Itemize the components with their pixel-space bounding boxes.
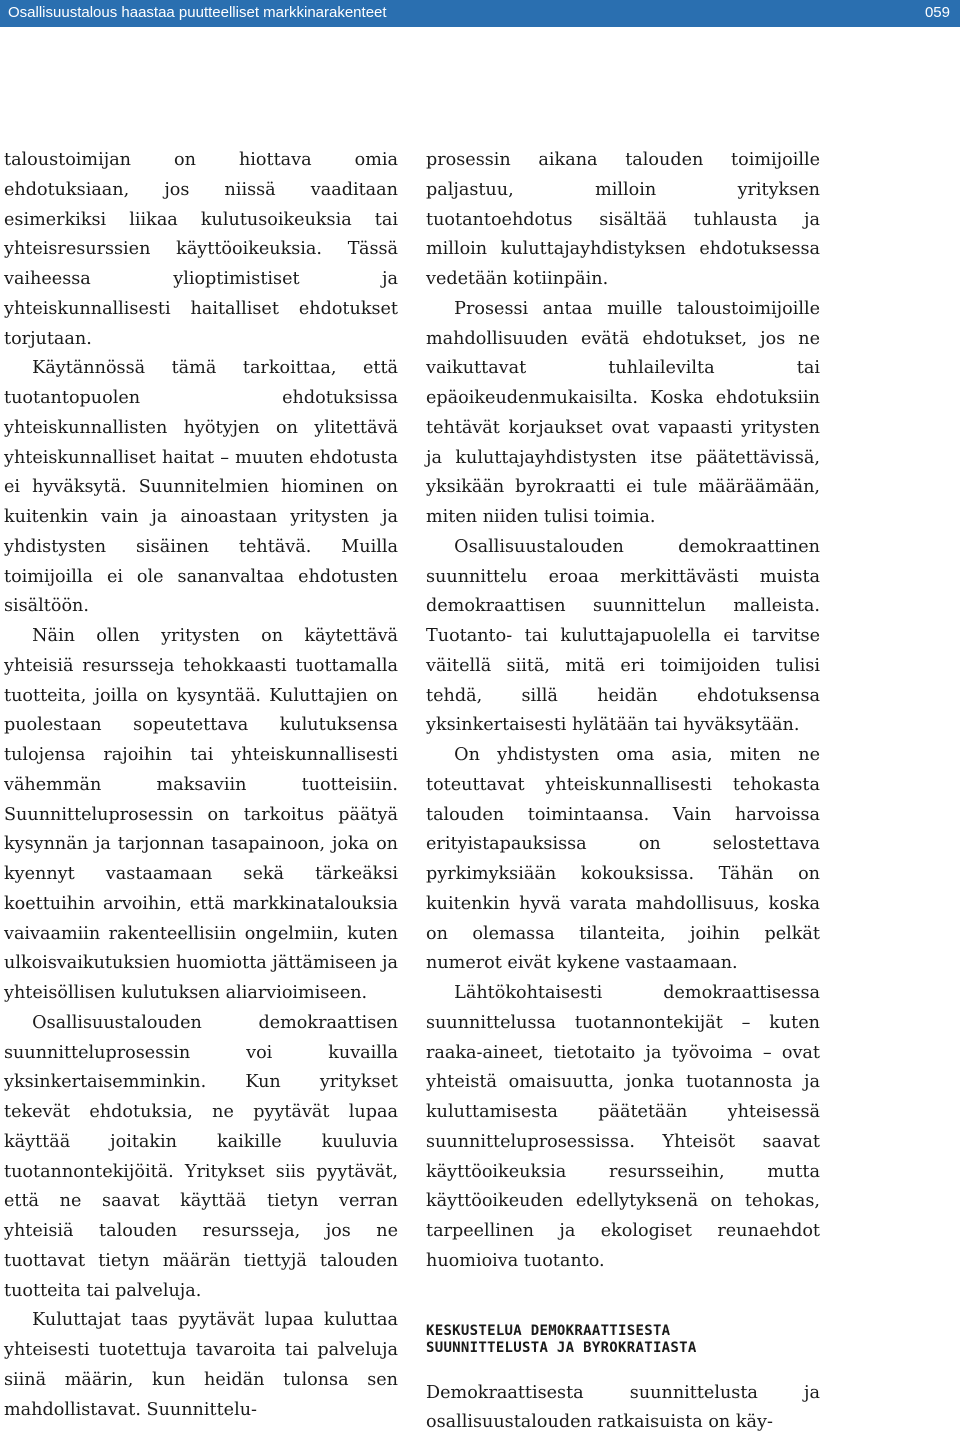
left-column: [4, 146, 398, 1425]
right-column: [426, 146, 820, 1438]
paragraph: Lähtökohtaisesti demokraattisessa suunnittelussa tuotannontekijät – kuten raaka-aineet, tietotaito ja työvoima – ovat yhteistä omaisuutta, jonka tuotannosta ja kuluttamisesta päätetään yhteisessä suunnitteluprosessissa. Yhteisöt saavat käyttöoikeuksia resursseihin, mutta käyttöoikeuden edellytyksenä on tehokas, tarpeellinen ja ekologiset reunaehdot huomioiva tuotanto.: [426, 979, 820, 1277]
paragraph: Prosessi antaa muille taloustoimijoille mahdollisuuden evätä ehdotukset, jos ne vaikuttavat tuhlailevilta tai epäoikeudenmukaisilta. Koska ehdotuksiin tehtävät korjaukset ovat vapaasti yritysten ja kuluttajayhdistysten itse päätettävissä, yksikään byrokraatti ei tule määräämään, miten niiden tulisi toimia.: [426, 295, 820, 533]
section-heading-line: SUUNNITTELUSTA JA BYROKRATIASTA: [426, 1340, 820, 1357]
section-heading-line: KESKUSTELUA DEMOKRAATTISESTA: [426, 1323, 820, 1340]
paragraph: Demokraattisesta suunnittelusta ja osallisuustalouden ratkaisuista on käy-: [426, 1379, 820, 1438]
paragraph: Kuluttajat taas pyytävät lupaa kuluttaa yhteisesti tuotettuja tavaroita tai palveluja siinä määrin, kun heidän tulonsa sen mahdollistavat. Suunnittelu-: [4, 1306, 398, 1425]
paragraph: prosessin aikana talouden toimijoille paljastuu, milloin yrityksen tuotantoehdotus sisältää tuhlausta ja milloin kuluttajayhdistyksen ehdotuksessa vedetään kotiinpäin.: [426, 146, 820, 295]
running-title: Osallisuustalous haastaa puutteelliset markkinarakenteet: [8, 4, 387, 21]
paragraph: Käytännössä tämä tarkoittaa, että tuotantopuolen ehdotuksissa yhteiskunnallisten hyötyjen on ylitettävä yhteiskunnalliset haitat – muuten ehdotusta ei hyväksytä. Suunnitelmien hiominen on kuitenkin vain ja ainoastaan yritysten ja yhdistysten sisäinen tehtävä. Muilla toimijoilla ei ole sananvaltaa ehdotusten sisältöön.: [4, 354, 398, 622]
paragraph: taloustoimijan on hiottava omia ehdotuksiaan, jos niissä vaaditaan esimerkiksi liikaa kulutusoikeuksia tai yhteisresurssien käyttöoikeuksia. Tässä vaiheessa ylioptimistiset ja yhteiskunnallisesti haitalliset ehdotukset torjutaan.: [4, 146, 398, 354]
section-heading: [426, 1323, 820, 1357]
paragraph: Osallisuustalouden demokraattinen suunnittelu eroaa merkittävästi muista demokraattisen suunnittelun malleista. Tuotanto- tai kuluttajapuolella ei tarvitse väitellä siitä, mitä eri toimijoiden tulisi tehdä, sillä heidän ehdotuksensa yksinkertaisesti hylätään tai hyväksytään.: [426, 533, 820, 741]
running-header: [0, 0, 960, 27]
paragraph: Näin ollen yritysten on käytettävä yhteisiä resursseja tehokkaasti tuottamalla tuotteita, joilla on kysyntää. Kuluttajien on puolestaan sopeutettava kulutuksensa tulojensa rajoihin tai yhteiskunnallisesti vähemmän maksaviin tuotteisiin. Suunnitteluprosessin on tarkoitus päätyä kysynnän ja tarjonnan tasapainoon, joka on kyennyt vastaamaan sekä tärkeäksi koettuihin arvoihin, että markkinatalouksia vaivaamiin rakenteellisiin ongelmiin, kuten ulkoisvaikutuksien huomiotta jättämiseen ja yhteisöllisen kulutuksen aliarvioimiseen.: [4, 622, 398, 1009]
paragraph: Osallisuustalouden demokraattisen suunnitteluprosessin voi kuvailla yksinkertaisemminkin. Kun yritykset tekevät ehdotuksia, ne pyytävät lupaa käyttää joitakin kaikille kuuluvia tuotannontekijöitä. Yritykset siis pyytävät, että ne saavat käyttää tietyn verran yhteisiä talouden resursseja, jos ne tuottavat tietyn määrän tiettyjä talouden tuotteita tai palveluja.: [4, 1009, 398, 1307]
page-number: 059: [925, 4, 950, 21]
paragraph: On yhdistysten oma asia, miten ne toteuttavat yhteiskunnallisesti tehokasta talouden toimintaansa. Vain harvoissa erityistapauksissa on selostettava pyrkimyksiään kokouksissa. Tähän on kuitenkin hyvä varata mahdollisuus, koska on olemassa tilanteita, joihin pelkät numerot eivät kykene vastaamaan.: [426, 741, 820, 979]
